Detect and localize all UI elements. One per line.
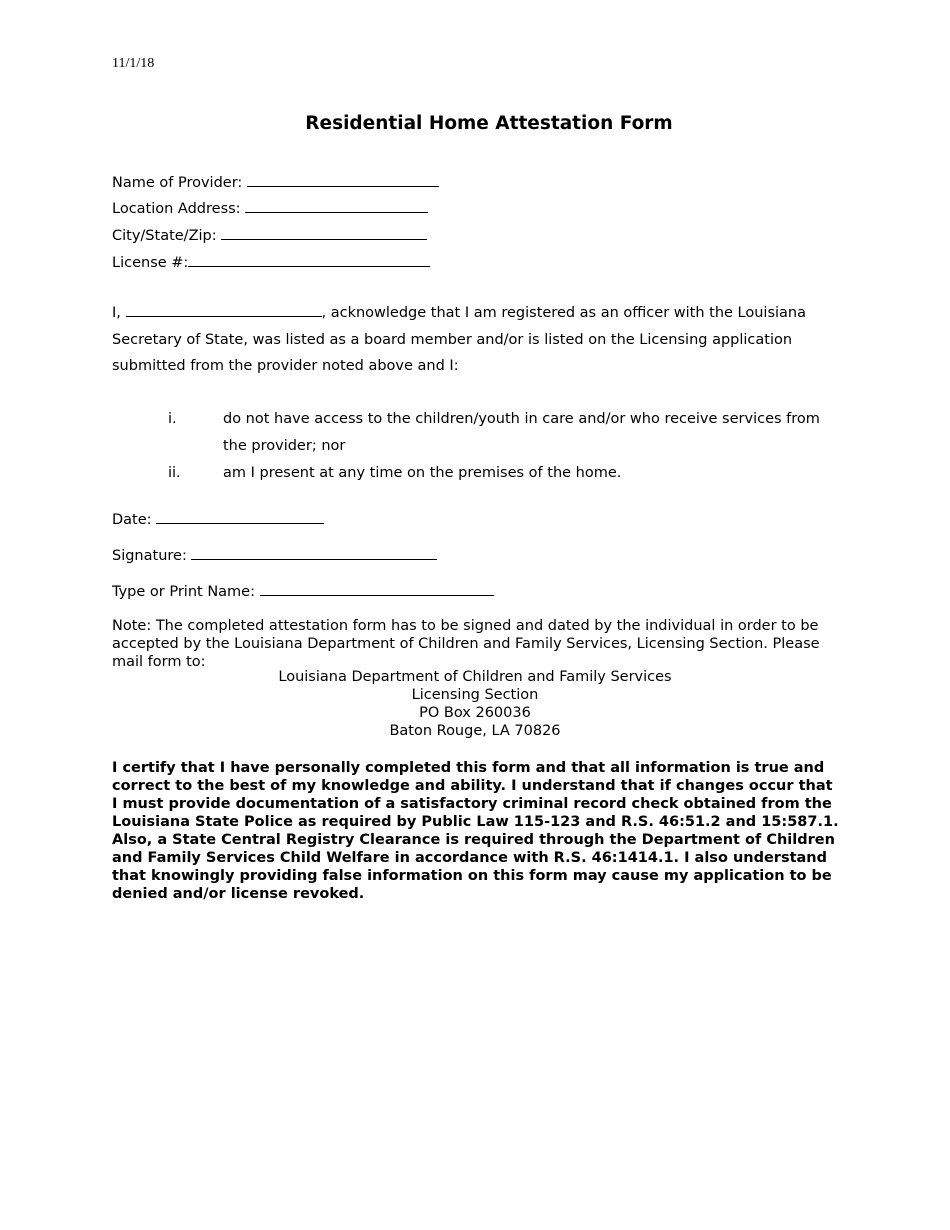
date-field — [112, 509, 324, 528]
city-state-zip-field — [112, 225, 427, 244]
address-line-4: Baton Rouge, LA 70826 — [389, 723, 561, 739]
city-state-zip-blank[interactable] — [221, 225, 427, 240]
signature-label: Signature: — [112, 548, 187, 564]
address-line-1: Louisiana Department of Children and Family Services — [278, 669, 672, 685]
print-name-blank[interactable] — [260, 581, 494, 596]
list-item-number: ii. — [168, 465, 181, 481]
date-blank[interactable] — [156, 509, 324, 524]
list-item — [112, 406, 842, 460]
location-address-field — [112, 198, 428, 217]
print-name-label: Type or Print Name: — [112, 584, 255, 600]
officer-name-blank[interactable] — [126, 302, 322, 317]
license-label: License #: — [112, 255, 189, 271]
acknowledgement-paragraph — [112, 300, 842, 380]
conditions-list — [112, 406, 842, 487]
list-item-number: i. — [168, 411, 177, 427]
acknowledgement-prefix: I, — [112, 305, 121, 321]
location-address-label: Location Address: — [112, 201, 241, 217]
list-item-text: do not have access to the children/youth in care and/or who receive services from the provider; nor — [223, 411, 820, 454]
list-item — [112, 460, 842, 487]
form-date: 11/1/18 — [112, 56, 155, 71]
city-state-zip-label: City/State/Zip: — [112, 228, 217, 244]
provider-name-blank[interactable] — [247, 172, 439, 187]
location-address-blank[interactable] — [245, 198, 428, 213]
list-item-text: am I present at any time on the premises of the home. — [223, 465, 622, 481]
provider-name-field — [112, 172, 439, 191]
signature-field — [112, 545, 437, 564]
certification-statement: I certify that I have personally completed this form and that all information is true and correct to the best of my knowledge and ability. I understand that if changes occur that I must provide documentation of a satisfactory criminal record check obtained from the Louisiana State Police as required by Public Law 115-123 and R.S. 46:51.2 and 15:587.1. Also, a State Central Registry Clearance is required through the Department of Children and Family Services Child Welfare in accordance with R.S. 46:1414.1. I also understand that knowingly providing false information on this form may cause my application to be denied and/or license revoked. — [112, 760, 839, 902]
address-line-3: PO Box 260036 — [419, 705, 531, 721]
mailing-address — [0, 668, 950, 740]
license-blank[interactable] — [188, 252, 430, 267]
acknowledgement-text: , acknowledge that I am registered as an officer with the Louisiana Secretary of State, was listed as a board member and/or is listed on the Licensing application submitted from the provider noted above and I: — [112, 305, 806, 374]
print-name-field — [112, 581, 494, 600]
date-label: Date: — [112, 512, 152, 528]
mailing-note: Note: The completed attestation form has to be signed and dated by the individual in order to be accepted by the Louisiana Department of Children and Family Services, Licensing Section. Please mail form to: — [112, 618, 820, 670]
provider-name-label: Name of Provider: — [112, 175, 243, 191]
page-title: Residential Home Attestation Form — [305, 113, 673, 134]
signature-blank[interactable] — [191, 545, 437, 560]
address-line-2: Licensing Section — [411, 687, 539, 703]
license-field — [112, 252, 430, 271]
